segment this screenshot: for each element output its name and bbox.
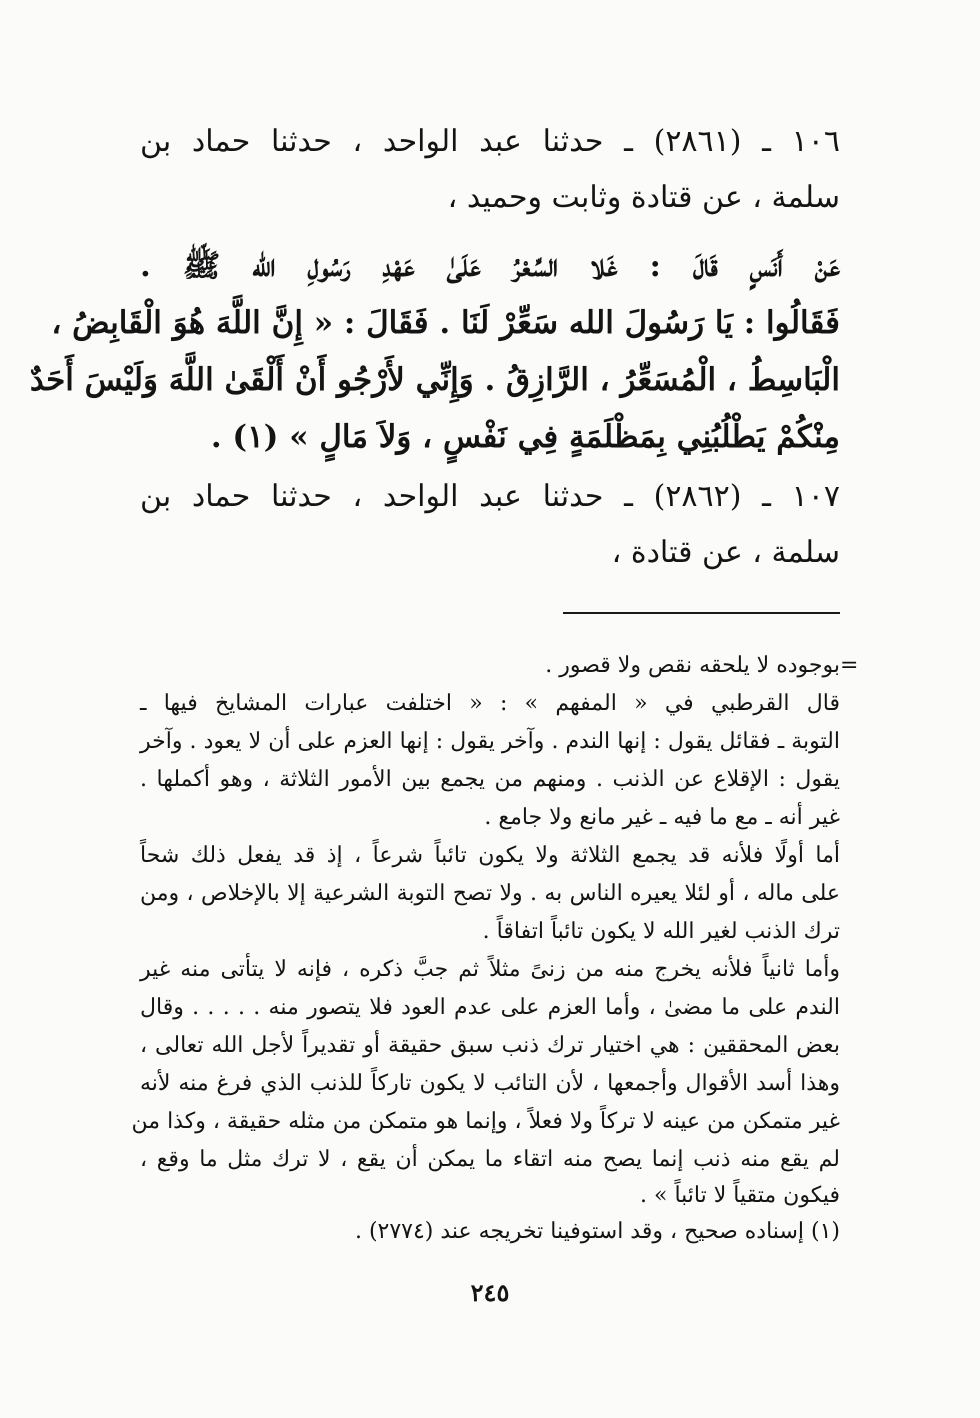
footnote-line-7: على ماله ، أو لئلا يعيره الناس به . ولا تصح التوبة الشرعية إلا بالإخلاص ، ومن xyxy=(140,881,840,906)
footnote-continuation-mark: = xyxy=(840,653,859,678)
footnote-line-8: ترك الذنب لغير الله لا يكون تائباً اتفاقاً . xyxy=(482,919,840,944)
hadith-line-4: مِنْكُمْ يَطْلُبُنِي بِمَظْلَمَةٍ فِي نَفْسٍ ، وَلاَ مَالٍ » (١) . xyxy=(210,419,840,455)
footnote-line-1: بوجوده لا يلحقه نقص ولا قصور . xyxy=(545,653,840,678)
footnote-line-4: يقول : الإقلاع عن الذنب . ومنهم من يجمع بين الأمور الثلاثة ، وهو أكملها . xyxy=(140,767,840,792)
footnote-line-14: لم يقع منه ذنب إنما يصح منه اتقاء ما يمكن أن يقع ، لا ترك مثل ما وقع ، xyxy=(140,1147,840,1172)
footnote-line-3: التوبة ـ فقائل يقول : إنها الندم . وآخر يقول : إنها العزم على أن لا يعود . وآخر xyxy=(140,729,840,754)
hadith-line-1: عَنْ أَنَسٍ قَالَ : غَلا السِّعْرُ عَلَىٰ عَهْدِ رَسُولِ الله ﷺ . xyxy=(140,248,840,284)
hadith-line-3: الْبَاسِطُ ، الْمُسَعِّرُ ، الرَّازِقُ . وَإِنِّي لأَرْجُو أَنْ أَلْقَىٰ اللَّهَ وَلَيْسَ أَحَدٌ xyxy=(29,362,840,398)
footnote-line-5: غير أنه ـ مع ما فيه ـ غير مانع ولا جامع . xyxy=(484,805,840,830)
footnote-line-9: وأما ثانياً فلأنه يخرج منه من زنىً مثلاً ثم جبَّ ذكره ، فإنه لا يتأتى منه غير xyxy=(140,957,840,982)
footnote-line-10: الندم على ما مضىٰ ، وأما العزم على عدم العود فلا يتصور منه . . . . . وقال xyxy=(140,995,840,1020)
footnote-line-13: غير متمكن من عينه لا تركاً ولا فعلاً ، وإنما هو متمكن من مثله حقيقة ، وكذا من xyxy=(131,1109,840,1134)
hadith-line-2: فَقَالُوا : يَا رَسُولَ الله سَعِّرْ لَنَا . فَقَالَ : « إِنَّ اللَّهَ هُوَ الْقَابِضُ ، xyxy=(51,305,840,341)
paragraph-107-line-2: سلمة ، عن قتادة ، xyxy=(611,535,840,570)
footnote-line-12: وهذا أسد الأقوال وأجمعها ، لأن التائب لا يكون تاركاً للذنب الذي فرغ منه لأنه xyxy=(140,1071,840,1096)
footnote-separator xyxy=(563,612,840,614)
paragraph-107-line-1: ١٠٧ ـ (٢٨٦٢) ـ حدثنا عبد الواحد ، حدثنا حماد بن xyxy=(140,479,840,514)
footnote-reference-1: (١) إسناده صحيح ، وقد استوفينا تخريجه عند (٢٧٧٤) . xyxy=(354,1219,840,1244)
paragraph-106-line-2: سلمة ، عن قتادة وثابت وحميد ، xyxy=(447,180,840,215)
paragraph-106-line-1: ١٠٦ ـ (٢٨٦١) ـ حدثنا عبد الواحد ، حدثنا حماد بن xyxy=(140,124,840,159)
footnote-line-15: فيكون متقياً لا تائباً » . xyxy=(640,1183,840,1208)
footnote-line-6: أما أولًا فلأنه قد يجمع الثلاثة ولا يكون تائباً شرعاً ، إذ قد يفعل ذلك شحاً xyxy=(140,843,840,868)
footnote-line-2: قال القرطبي في « المفهم » : « اختلفت عبارات المشايخ فيها ـ xyxy=(140,691,840,716)
page-number: ٢٤٥ xyxy=(470,1278,510,1307)
footnote-line-11: بعض المحققين : هي اختيار ترك ذنب سبق حقيقة أو تقديراً لأجل الله تعالى ، xyxy=(140,1033,840,1058)
